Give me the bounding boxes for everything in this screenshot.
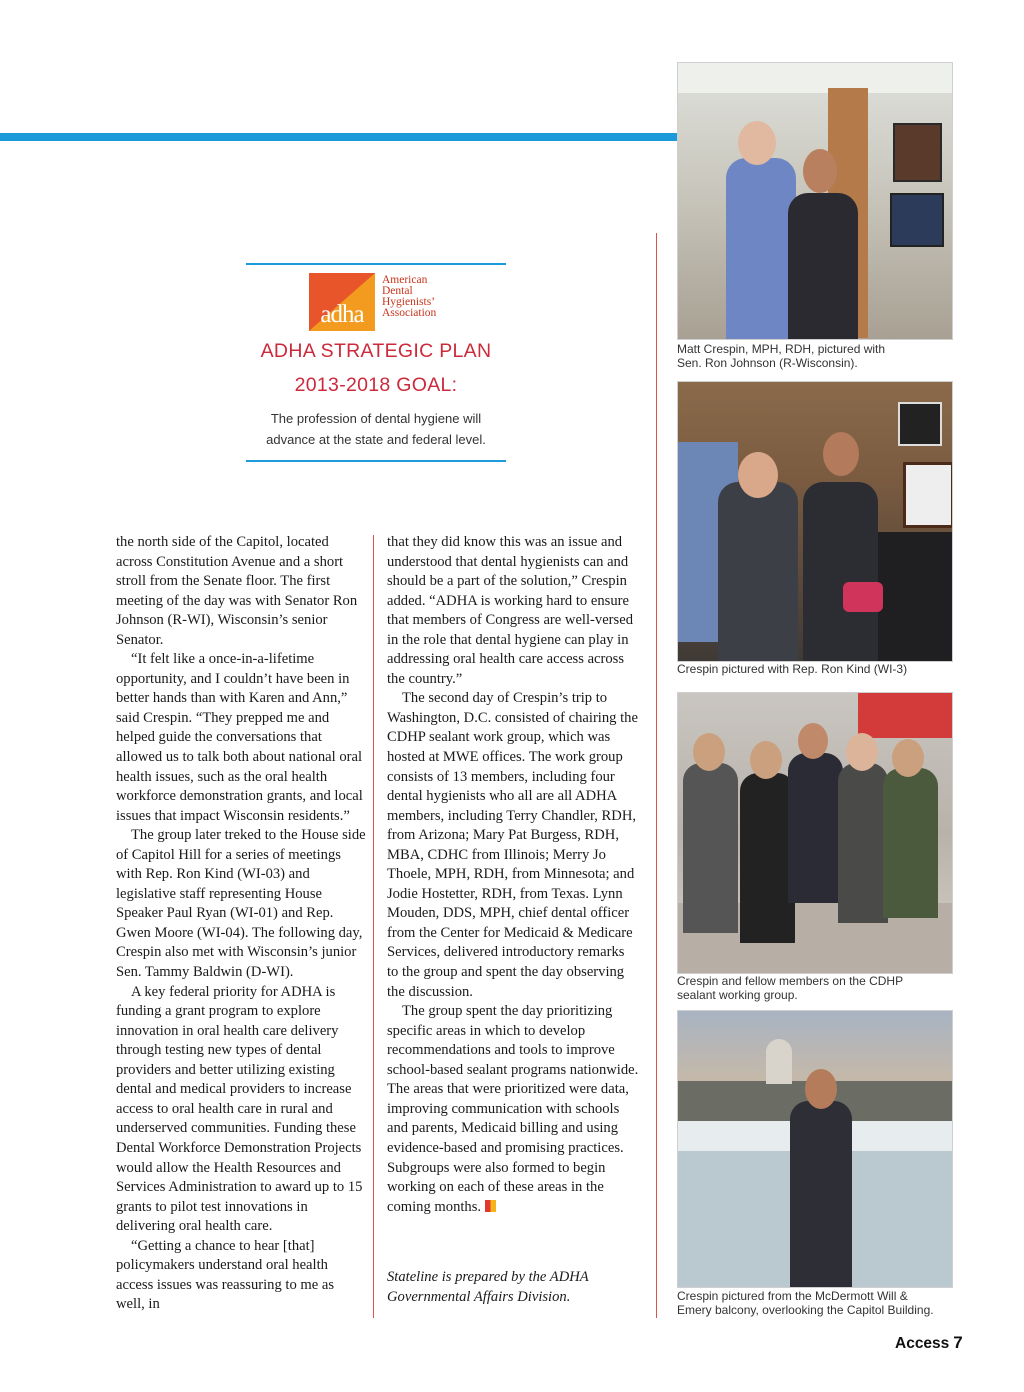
adha-logo xyxy=(309,273,449,331)
top-rule xyxy=(246,263,506,265)
paragraph-text: The group spent the day prioritizing specific areas in which to develop recommendations and tools to improve school-based sealant programs nationwide. The areas that were prioritized were data, improving communication with schools and parents, Medicaid billing and using evidence-based and promising practices. Subgroups were also formed to begin working on each of these areas in the coming months. xyxy=(387,1003,639,1215)
end-mark-icon xyxy=(485,1200,496,1212)
plan-goal-line: The profession of dental hygiene will xyxy=(270,411,482,426)
photo-caption xyxy=(677,975,957,1002)
column-divider xyxy=(373,535,374,1318)
caption-line: Crespin pictured with Rep. Ron Kind (WI-3) xyxy=(677,662,908,676)
caption-line: Emery balcony, overlooking the Capitol Building. xyxy=(677,1302,934,1317)
page-footer xyxy=(895,1333,963,1353)
magazine-name: Access xyxy=(895,1335,950,1352)
paragraph xyxy=(387,1002,639,1217)
photo-caption xyxy=(677,343,957,370)
photo-cdhp-group xyxy=(677,692,953,974)
photo-crespin-kind xyxy=(677,381,953,662)
paragraph: The second day of Crespin’s trip to Washington, D.C. consisted of chairing the CDHP sealant work group, which was hosted at MWE offices. The work group consists of 13 members, including four dental hygienists who all are all ADHA members, including Terry Chandler, RDH, from Arizona; Mary Pat Burgess, RDH, MBA, CDHC from Illinois; Merry Jo Thoele, MPH, RDH, from Minnesota; and Jodie Hostetter, RDH, from Texas. Lynn Mouden, DDS, MPH, chief dental officer from the Center for Medicaid & Medicare Services, delivered introductory remarks to the group and spent the day observing the discussion. xyxy=(387,690,638,1000)
logo-mark: adha xyxy=(320,301,364,328)
top-accent-bar xyxy=(0,133,678,141)
bottom-rule xyxy=(246,460,506,462)
paragraph: “Getting a chance to hear [that] policymakers understand oral health access issues was reassuring to me as well, in xyxy=(116,1237,335,1313)
caption-line: Matt Crespin, MPH, RDH, pictured with xyxy=(677,342,886,356)
paragraph: that they did know this was an issue and understood that dental hygienists can and should be a part of the solution,” Crespin added. “ADHA is working hard to ensure that members of Congress are well-versed in the role that dental hygiene can play in addressing oral health care access across the country.” xyxy=(387,534,633,687)
strategic-plan-box xyxy=(246,263,506,463)
plan-title-line1: ADHA STRATEGIC PLAN xyxy=(260,340,492,362)
photo-caption xyxy=(677,1290,957,1317)
paragraph: “It felt like a once-in-a-lifetime opportunity, and I couldn’t have been in better hands than with Karen and Ann,” said Crespin. “They prepped me and helped guide the conversations that allowed us to talk both about national oral health issues, such as the oral health workforce demonstration grants, and local issues that impact Wisconsin residents.” xyxy=(116,651,363,824)
logo-name-line: Dental xyxy=(382,285,413,297)
paragraph: The group later treked to the House side of Capitol Hill for a series of meetings with Rep. Ron Kind (WI-03) and legislative staff representing House Speaker Paul Ryan (WI-01) and Rep. Gwen Moore (WI-04). The following day, Crespin also met with Wisconsin’s junior Sen. Tammy Baldwin (D-WI). xyxy=(116,827,366,981)
article-column-2 xyxy=(387,533,639,1217)
plan-goal-text xyxy=(246,408,506,450)
plan-goal-line: advance at the state and federal level. xyxy=(266,432,486,447)
article-column-1 xyxy=(116,533,366,1315)
page-number: 7 xyxy=(953,1333,963,1352)
stateline-credit: Stateline is prepared by the ADHA Governmental Affairs Division. xyxy=(387,1269,589,1305)
caption-line: Crespin pictured from the McDermott Will & xyxy=(677,1289,908,1303)
column-divider xyxy=(656,233,657,1318)
photo-balcony-capitol xyxy=(677,1010,953,1288)
plan-title-line2: 2013-2018 GOAL: xyxy=(294,374,458,396)
paragraph: A key federal priority for ADHA is funding a grant program to explore innovation in oral health care delivery through testing new types of dental providers and better utilizing existing dental and medical providers to increase access to oral health care in rural and underserved communities. Funding these Dental Workforce Demonstration Projects would allow the Health Resources and Services Administration to award up to 15 grants to pilot test innovations in delivering oral health care. xyxy=(116,983,363,1235)
photo-crespin-johnson xyxy=(677,62,953,340)
logo-name-line: Association xyxy=(382,307,437,319)
photo-caption xyxy=(677,663,957,677)
paragraph: the north side of the Capitol, located across Constitution Avenue and a short stroll from the Senate floor. The first meeting of the day was with Senator Ron Johnson (R-WI), Wisconsin’s senior Senator. xyxy=(116,534,358,648)
logo-name-line: Hygienists’ xyxy=(382,296,436,308)
caption-line: Sen. Ron Johnson (R-Wisconsin). xyxy=(677,355,858,370)
caption-line: Crespin and fellow members on the CDHP xyxy=(677,974,904,988)
caption-line: sealant working group. xyxy=(677,987,798,1002)
logo-name xyxy=(382,275,462,319)
logo-name-line: American xyxy=(382,274,428,286)
